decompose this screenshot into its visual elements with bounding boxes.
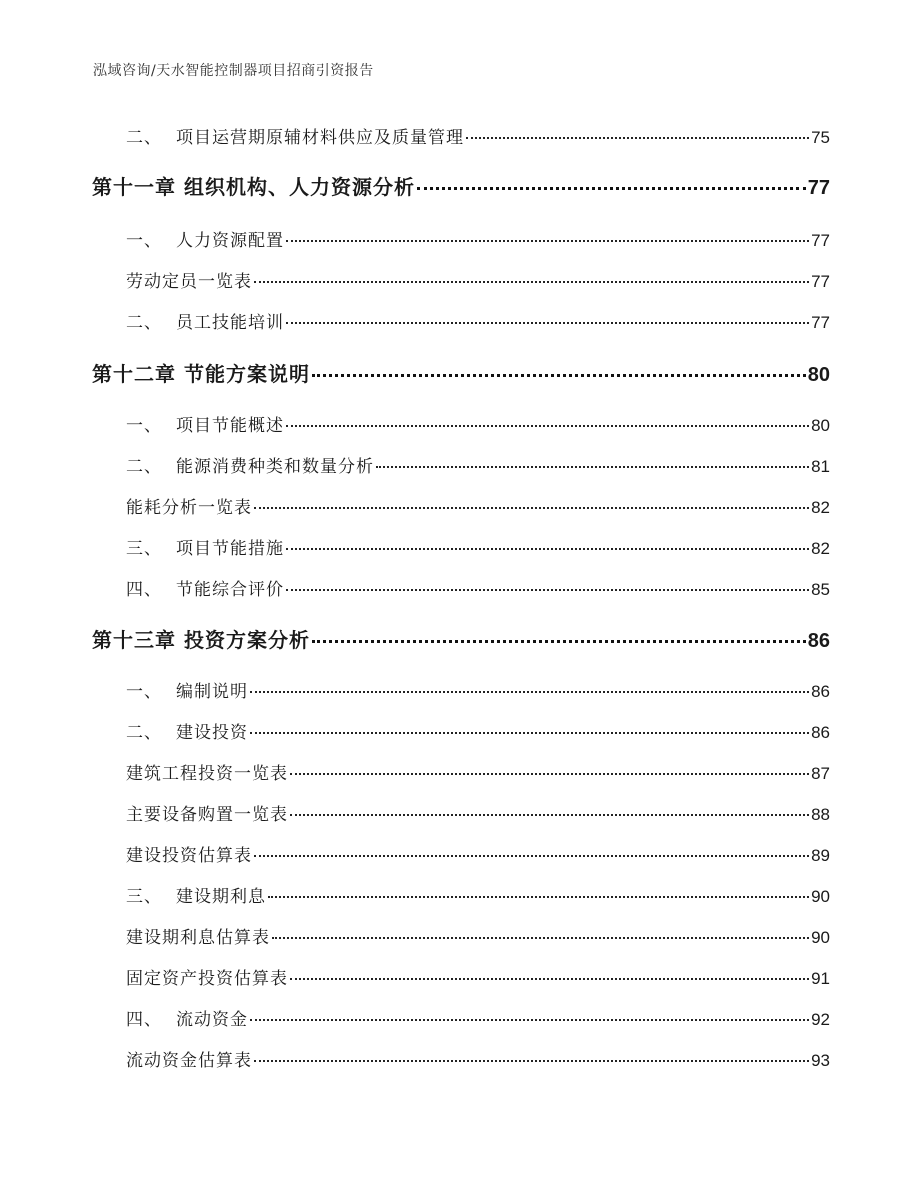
toc-leader-dots	[268, 896, 809, 898]
toc-page-number: 89	[811, 846, 830, 865]
toc-leader-dots	[376, 466, 809, 468]
toc-leader-dots	[286, 548, 809, 550]
toc-entry-label: 能源消费种类和数量分析	[176, 457, 374, 477]
toc-entry-label: 流动资金估算表	[126, 1051, 252, 1071]
toc-page-number: 86	[807, 630, 830, 652]
toc-leader-dots	[286, 589, 809, 591]
toc-entry-label: 建设投资	[176, 723, 248, 743]
toc-page-number: 80	[807, 364, 830, 386]
toc-section-entry[interactable]	[92, 452, 830, 477]
toc-entry-label: 第十一章 组织机构、人力资源分析	[92, 175, 415, 199]
toc-page-number: 90	[811, 928, 830, 947]
toc-page-number: 77	[807, 177, 830, 199]
toc-entry-label: 劳动定员一览表	[126, 272, 252, 292]
toc-leader-dots	[290, 773, 809, 775]
toc-leader-dots	[250, 732, 809, 734]
toc-page-number: 92	[811, 1010, 830, 1029]
toc-entry-number: 三、	[126, 539, 162, 559]
toc-entry-label: 固定资产投资估算表	[126, 969, 288, 989]
toc-leader-dots	[286, 322, 809, 324]
toc-page-number: 85	[811, 580, 830, 599]
toc-leader-dots	[250, 691, 809, 693]
toc-entry-number: 一、	[126, 231, 162, 251]
toc-leader-dots	[290, 978, 809, 980]
toc-entry-number: 一、	[126, 416, 162, 436]
toc-page-number: 86	[811, 723, 830, 742]
toc-page-number: 81	[811, 457, 830, 476]
toc-entry-label: 项目节能措施	[176, 539, 284, 559]
toc-page-number: 90	[811, 887, 830, 906]
toc-leader-dots	[250, 1019, 809, 1021]
toc-chapter-entry[interactable]	[92, 624, 830, 653]
toc-page-number: 80	[811, 416, 830, 435]
toc-leader-dots	[254, 281, 809, 283]
toc-entry-title	[126, 677, 248, 702]
toc-entry-label: 建设期利息估算表	[126, 928, 270, 948]
toc-page-number: 77	[811, 313, 830, 332]
toc-entry-title	[126, 1046, 252, 1071]
toc-entry-title	[126, 493, 252, 518]
toc-section-entry[interactable]	[92, 718, 830, 743]
toc-entry-title	[92, 624, 310, 653]
toc-entry-label: 人力资源配置	[176, 231, 284, 251]
toc-page-number: 77	[811, 231, 830, 250]
toc-section-entry[interactable]	[92, 123, 830, 148]
toc-entry-title	[126, 452, 374, 477]
toc-section-entry[interactable]	[92, 226, 830, 251]
toc-entry-title	[126, 882, 266, 907]
toc-leader-dots	[312, 374, 806, 377]
toc-entry-title	[126, 718, 248, 743]
toc-entry-label: 建设投资估算表	[126, 846, 252, 866]
toc-entry-number: 二、	[126, 457, 162, 477]
toc-section-entry[interactable]	[92, 1046, 830, 1071]
toc-entry-title	[126, 841, 252, 866]
toc-entry-title	[126, 923, 270, 948]
toc-entry-label: 建筑工程投资一览表	[126, 764, 288, 784]
toc-leader-dots	[466, 137, 809, 139]
toc-page-number: 88	[811, 805, 830, 824]
toc-entry-title	[126, 534, 284, 559]
toc-entry-label: 主要设备购置一览表	[126, 805, 288, 825]
toc-page-number: 87	[811, 764, 830, 783]
toc-section-entry[interactable]	[92, 759, 830, 784]
toc-section-entry[interactable]	[92, 575, 830, 600]
toc-entry-title	[126, 411, 284, 436]
toc-section-entry[interactable]	[92, 800, 830, 825]
toc-entry-label: 能耗分析一览表	[126, 498, 252, 518]
toc-entry-label: 建设期利息	[176, 887, 266, 907]
toc-leader-dots	[286, 425, 809, 427]
toc-entry-title	[126, 575, 284, 600]
toc-chapter-entry[interactable]	[92, 171, 830, 200]
toc-entry-number: 四、	[126, 1010, 162, 1030]
toc-entry-number: 二、	[126, 313, 162, 333]
running-header: 泓域咨询/天水智能控制器项目招商引资报告	[93, 63, 374, 79]
toc-entry-number: 二、	[126, 128, 162, 148]
toc-entry-label: 第十二章 节能方案说明	[92, 362, 310, 386]
toc-entry-number: 四、	[126, 580, 162, 600]
toc-entry-label: 第十三章 投资方案分析	[92, 628, 310, 652]
toc-entry-number: 二、	[126, 723, 162, 743]
toc-section-entry[interactable]	[92, 534, 830, 559]
toc-section-entry[interactable]	[92, 1005, 830, 1030]
toc-section-entry[interactable]	[92, 308, 830, 333]
toc-section-entry[interactable]	[92, 267, 830, 292]
header-divider	[90, 86, 830, 87]
toc-entry-label: 流动资金	[176, 1010, 248, 1030]
toc-entry-title	[126, 226, 284, 251]
toc-leader-dots	[312, 640, 806, 643]
toc-leader-dots	[254, 1060, 809, 1062]
toc-entry-label: 项目运营期原辅材料供应及质量管理	[176, 128, 464, 148]
toc-leader-dots	[417, 187, 806, 190]
toc-leader-dots	[272, 937, 809, 939]
toc-entry-title	[126, 308, 284, 333]
toc-entry-number: 一、	[126, 682, 162, 702]
toc-entry-label: 项目节能概述	[176, 416, 284, 436]
toc-entry-number: 三、	[126, 887, 162, 907]
toc-leader-dots	[254, 507, 809, 509]
toc-entry-label: 员工技能培训	[176, 313, 284, 333]
toc-entry-title	[126, 800, 288, 825]
toc-page-number: 77	[811, 272, 830, 291]
toc-entry-title	[92, 358, 310, 387]
toc-page-number: 93	[811, 1051, 830, 1070]
toc-section-entry[interactable]	[92, 964, 830, 989]
toc-page-number: 91	[811, 969, 830, 988]
toc-page-number: 75	[811, 128, 830, 147]
toc-page-number: 82	[811, 539, 830, 558]
toc-leader-dots	[290, 814, 809, 816]
toc-section-entry[interactable]	[92, 411, 830, 436]
toc-entry-title	[126, 759, 288, 784]
toc-leader-dots	[286, 240, 809, 242]
toc-entry-label: 节能综合评价	[176, 580, 284, 600]
toc-section-entry[interactable]	[92, 677, 830, 702]
toc-entry-label: 编制说明	[176, 682, 248, 702]
toc-section-entry[interactable]	[92, 493, 830, 518]
toc-page-number: 86	[811, 682, 830, 701]
toc-entry-title	[126, 964, 288, 989]
toc-section-entry[interactable]	[92, 841, 830, 866]
toc-entry-title	[126, 1005, 248, 1030]
toc-leader-dots	[254, 855, 809, 857]
toc-section-entry[interactable]	[92, 882, 830, 907]
toc-section-entry[interactable]	[92, 923, 830, 948]
toc-entry-title	[126, 267, 252, 292]
toc-entry-title	[92, 171, 415, 200]
toc-entry-title	[126, 123, 464, 148]
toc-page-number: 82	[811, 498, 830, 517]
toc-chapter-entry[interactable]	[92, 358, 830, 387]
